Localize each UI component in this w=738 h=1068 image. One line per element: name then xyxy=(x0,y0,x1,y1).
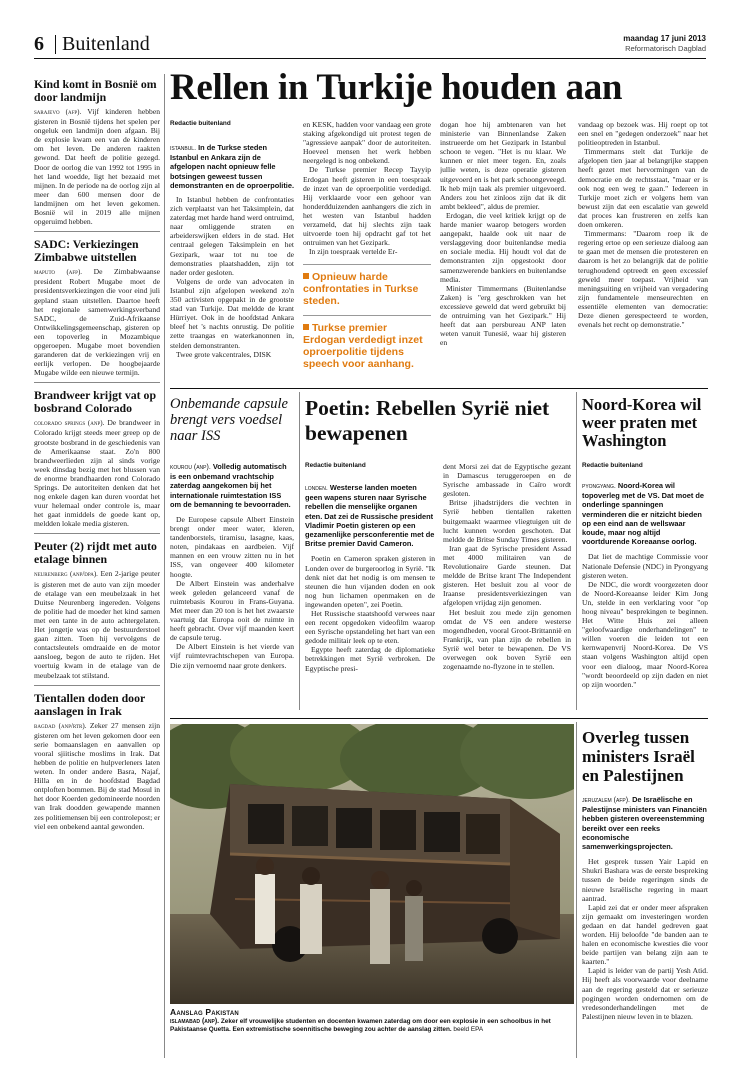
news-sidebar xyxy=(34,78,160,1058)
article-lead-text: Noord-Korea wil topoverleg met de VS. Dat moet de onderlinge spanningen verminderen die er nitzicht bieden op een eind aan de wellswaar koude, maar nog altijd voortdurende Koreaanse oorlog. xyxy=(582,481,704,547)
article-headline: Overleg tussen ministers Israël en Palestijnen xyxy=(582,728,695,785)
sidebar-divider xyxy=(34,533,160,534)
paragraph: De Turkse premier Recep Tayyip Erdogan heeft gisteren in een toespraak de inzet van de oproerpolitie verdedigd. Hij verklaarde voor een gehoor van honderdduizenden aanhangers die zich in het westen van Istanbul hadden verzameld, dat hij slechts zijn taak uitvoerde toen hij opdracht gaf tot het ontruimen van het Gezipark. xyxy=(303,165,431,248)
issue-date: maandag 17 juni 2013 xyxy=(623,34,706,43)
sidebar-column-rule xyxy=(164,74,165,1058)
sidebar-item xyxy=(34,238,160,377)
byline: Redactie buitenland xyxy=(170,120,231,127)
quote-bullet-icon xyxy=(303,273,309,279)
dateline: pyongyang. xyxy=(582,483,616,490)
newspaper-name: Reformatorisch Dagblad xyxy=(625,44,706,53)
sidebar-item-body xyxy=(34,569,160,679)
header-rule xyxy=(34,58,706,59)
header-divider xyxy=(55,35,56,54)
article-lead-text: Westerse landen moeten geen wapens sturen naar Syrische rebellen die menselijke organen eten. Dat zei de Russische president Vladimir Poetin gisteren op een gezamenlijke persconferentie met de Britse premier David Cameron. xyxy=(305,483,435,549)
byline: Redactie buitenland xyxy=(582,462,643,469)
paragraph: Dat liet de machtige Commissie voor Nationale Defensie (NDC) in Pyongyang gisteren weten. xyxy=(582,552,708,580)
caption-kicker: Aanslag Pakistan xyxy=(170,1007,239,1017)
article-body xyxy=(578,120,708,329)
paragraph: Iran gaat de Syrische president Assad met 4000 militairen van de Revolutionaire Garde steunen. Dat meldde de Britse krant The Independent gisteren. Het besluit zou al voor de Iraanse presidentsverkiezingen van afgelopen vrijdag zijn genomen. xyxy=(443,543,571,608)
article-body xyxy=(443,462,571,671)
byline: Redactie buitenland xyxy=(305,462,366,469)
paragraph: In Istanbul hebben de confrontaties zich verplaatst van het Taksimplein, dat zaterdag met harde hand werd ontruimd, naar omliggende straten en arbeiderswijken elders in de stad. Het centraal gelegen Taksimplein en het Gezipark, waar tot nu toe de demonstraties plaatshadden, zijn tot nader order gesloten. xyxy=(170,195,294,277)
sidebar-item-body xyxy=(34,721,160,831)
pull-quote-text: Opnieuw harde confrontaties in Turkse steden. xyxy=(303,271,419,308)
column-rule xyxy=(576,392,577,710)
sidebar-item-title: Peuter (2) rijdt met auto etalage binnen xyxy=(34,539,157,567)
dateline: colorado springs (anp). xyxy=(34,419,105,428)
dateline: neurenberg (anp/dpa). xyxy=(34,570,98,579)
article-body xyxy=(170,195,294,359)
sidebar-item xyxy=(34,540,160,679)
dateline: sarajevo (afp). xyxy=(34,108,82,116)
sidebar-divider xyxy=(34,685,160,686)
article-lead xyxy=(170,462,294,509)
paragraph: dent Morsi zei dat de Egyptische gezant in Damascus teruggeroepen en de Syrische ambassade in Caïro wordt gesloten. xyxy=(443,462,571,499)
article-body xyxy=(303,120,431,256)
paragraph: De Albert Einstein was anderhalve week geleden gelanceerd vanaf de ruimtebasis Kourou in Frans-Guyana. Met meer dan 20 ton is het het zwaarste vaartuig dat Europa ooit de ruimte in heeft gebracht. Over vijf maanden keert de capsule terug. xyxy=(170,578,294,643)
pull-quote xyxy=(303,264,431,307)
paragraph: De NDC, die wordt voorgezeten door de Noord-Koreaanse leider Kim Jong Un, stelde in een verklaring voor "op hoog niveau" besprekingen te beginnen. Het Witte Huis zei alleen "geloofwaardige onderhandelingen" te willen voeren die leiden tot een kernwapenvrij Noord-Korea. De VS staan volgens Washington altijd open voor een dialoog, maar Noord-Korea "wordt beoordeeld op zijn daden en niet op zijn woorden." xyxy=(582,579,708,689)
article-lead xyxy=(582,481,708,546)
paragraph: De Europese capsule Albert Einstein brengt onder meer water, kleren, tandenborstels, tiramisu, lasagne, kaas, noten, pindakaas en aardbeien. Vijf mannen en een vrouw zitten nu in het ISS, van ongeveer 400 kilometer hoogte. xyxy=(170,515,294,579)
paragraph: dogan hoe hij ambtenaren van het ministerie van Binnenlandse Zaken instrueerde om het Gezipark in Istanbul schoon te vegen. "Het is nu klaar. We kunnen er niet meer tegen. En, zoals jullie weten, is deze operatie gisteren uitgevoerd en is het park schoongeveegd. Ik heb mijn taak als premier uitgevoerd. Anders zou het zinloos zijn dat ik dit ambt bekleed", aldus de premier. xyxy=(440,120,566,211)
paragraph: Poetin en Cameron spraken gisteren in Londen over de burgeroorlog in Syrië. "Ik denk niet dat het nodig is om mensen te steunen die hun vijanden doden en ook nog hun lichamen openmaken en de ingewanden opeten", zei Poetin. xyxy=(305,554,435,609)
israel-article xyxy=(582,728,708,1058)
sidebar-item xyxy=(34,78,160,226)
article-body xyxy=(305,554,435,672)
paragraph: Volgens de orde van advocaten in Istanbul zijn afgelopen weekend zo'n 350 activisten opgepakt in de grootste stad van Turkije. Dat meldde de krant Hürriyet. Ook in de hoofdstad Ankara bleef het 's nachts onrustig. De politie zette traangas en waterkanonnen in, stelden demonstranten. xyxy=(170,276,294,350)
sidebar-item-text: De brandweer in Colorado krijgt steeds meer greep op de grootste bosbrand in de geschiedenis van de Amerikaanse staat. Zo'n 800 brandweerlieden zijn al sinds vorige week dinsdag bezig met het blussen van de enorme brandhaarden rond Colorado Springs. De autoriteiten denken dat het nog enkele dagen kan duren voordat het vuur helemaal onder controle is, maar het gaat inmiddels de goede kant op, meldden lokale media gisteren. xyxy=(34,418,160,529)
article-headline: Noord-Korea wil weer praten met Washington xyxy=(582,396,702,450)
paragraph: Het gesprek tussen Yair Lapid en Shukri Bashara was de eerste bespreking tussen de beide regeringen sinds de nieuwe Israëlische regering in maart aantrad. xyxy=(582,857,708,903)
pull-quote-text: Turkse premier Erdogan verdedigt inzet oproerpolitie tijdens speech voor aanhang. xyxy=(303,322,423,371)
dateline: jeruzalem (afp). xyxy=(582,797,631,804)
paragraph: vandaag op bezoek was. Hij roept op tot een snel en "gedegen onderzoek" naar het politieoptreden in Istanbul. xyxy=(578,120,708,148)
sidebar-item-text: Vijf kinderen hebben gisteren in Bosnië tijdens het spelen per ongeluk een landmijn doen afgaan. Bij de explosie kwam een van de kinderen om het leven. De anderen raakten gewond. Dat heeft de politie gezegd. Door de oorlog die van 1992 tot 1995 in het land woedde, ligt het bezaaid met mijnen. In de periode na de oorlog zijn al meer dan 600 mensen door de landmijnen om het leven gekomen. Bosnië wil in 2019 alle mijnen opgeruimd hebben. xyxy=(34,107,160,227)
page-number: 6 xyxy=(34,33,44,55)
article-body xyxy=(582,857,708,1021)
section-rule xyxy=(170,718,708,719)
article-lead xyxy=(582,795,708,851)
caption-text xyxy=(170,1018,574,1034)
article-lead-text: De Israëlische en Palestijnse ministers van Financiën hebben gisteren overeenstemming bereikt over een reeks economische samenwerkingsprojecten. xyxy=(582,795,707,852)
column-rule xyxy=(576,722,577,1058)
article-body xyxy=(582,552,708,688)
main-article-col2 xyxy=(303,120,431,382)
sidebar-item xyxy=(34,389,160,528)
paragraph: Egypte heeft zaterdag de diplomatieke betrekkingen met Syrië verbroken. De Egyptische presi- xyxy=(305,645,435,673)
quote-bullet-icon xyxy=(303,324,309,330)
main-article-col1 xyxy=(170,120,294,382)
dateline: istanbul. xyxy=(170,145,197,152)
dateline: kourou (anp). xyxy=(170,464,211,471)
paragraph: Timmermans stelt dat Turkije de afgelopen tien jaar al belangrijke stappen heeft gezet met hervormingen van de democratie en de rechtsstaat, "maar er is ook nog een weg te gaan." Iedereen in Turkije moet zich er volgens hem van bewust zijn dat een escalatie van geweld dat proces kan frustreren en zelfs kan doen omkeren. xyxy=(578,147,708,230)
paragraph: en KESK, hadden voor vandaag een grote staking afgekondigd uit protest tegen de "agressieve aanpak" door de autoriteiten. Hoeveel mensen het werk hebben neergelegd is nog onbekend. xyxy=(303,120,431,166)
photo-credit: beeld EPA xyxy=(453,1026,484,1033)
sidebar-item-body xyxy=(34,107,160,226)
dateline: bagdad (anp/rtr). xyxy=(34,721,87,730)
space-article xyxy=(170,396,294,711)
caption-body: Zeker elf vrouwelijke studenten en docenten kwamen zaterdag om door een explosie in een schoolbus in het Pakistaanse Quetta. Een extremistische soennitische beweging zou achter de aanslag zitten. xyxy=(170,1018,551,1033)
dateline: islamabad (anp). xyxy=(170,1018,220,1025)
paragraph: Lapid zei dat er onder meer afspraken zijn gemaakt om investeringen worden gedaan en dat handel gedreven gaat worden. Hij beloofde "de banden aan te halen en economische kwesties die voor beide partijen van belang zijn aan te kaarten." xyxy=(582,902,708,967)
sidebar-item xyxy=(34,692,160,831)
paragraph: Twee grote vakcentrales, DISK xyxy=(176,349,272,359)
sidebar-item-title: Brandweer krijgt vat op bosbrand Colorado xyxy=(34,388,157,416)
article-body xyxy=(170,515,294,670)
sidebar-item-title: Tientallen doden door aanslagen in Irak xyxy=(34,690,146,718)
syria-article-col2 xyxy=(443,462,571,712)
dateline: maputo (afp). xyxy=(34,268,83,277)
section-title: Buitenland xyxy=(62,33,150,55)
sidebar-divider xyxy=(34,231,160,232)
article-lead xyxy=(170,143,294,190)
paragraph: Lapid is leider van de partij Yesh Atid. Hij heeft als voorwaarde voor deelname aan de regering gesteld dat er serieuze pogingen worden ondernomen om de vredesonderhandelingen met de Palestijnen nieuw leven in te blazen. xyxy=(582,966,708,1021)
article-headline: Onbemande capsule brengt vers voedsel naar ISS xyxy=(170,396,288,444)
paragraph: Erdogan, die veel kritiek krijgt op de harde manier waarop betogers worden aangepakt, haalde ook uit naar de verslaggeving door buitenlandse media en sociale media. Hij houdt vol dat de demonstranten zijn opgestookt door samenzwerende bankiers en buitenlandse media. xyxy=(440,210,566,284)
photo-caption xyxy=(170,1007,574,1063)
article-body xyxy=(440,120,566,347)
column-rule xyxy=(299,392,300,710)
main-headline: Rellen in Turkije houden aan xyxy=(170,67,623,108)
paragraph: In zijn toespraak vertelde Er- xyxy=(309,247,398,257)
news-photo xyxy=(170,724,574,1004)
paragraph: Britse jihadstrijders die vechten in Syrië hebben tientallen raketten buitgemaakt waarmee vliegtuigen uit de lucht kunnen worden geschoten. Dat meldde de Britse Sunday Times gisteren. xyxy=(443,498,571,544)
sidebar-item-body xyxy=(34,267,160,377)
syria-article-col1 xyxy=(305,462,435,712)
sidebar-item-body xyxy=(34,418,160,528)
main-article-col3 xyxy=(440,120,566,382)
page-header xyxy=(0,0,738,60)
sidebar-divider xyxy=(34,382,160,383)
paragraph: Timmermans: "Daarom roep ik de regering ertoe op een serieuze dialoog aan te gaan met de mensen die protesteren en daarom is het zo belangrijk dat de politie terughoudend optreedt en geen excessief geweld meer toepast. Vrijheid van meningsuiting en vrijheid van vergadering zijn fundamentele menseurechten en essentiële elementen van democratie: Deze dienen gerespecteerd te worden, evenals het recht op demonstratie." xyxy=(578,229,708,330)
paragraph: Minister Timmermans (Buitenlandse Zaken) is "erg geschrokken van het excessieve geweld dat werd gebruikt bij de ontruiming van het Gezipark." Hij heeft dat aan persbureau ANP laten weten vanuit Tunesië, waar hij gisteren en xyxy=(440,283,566,348)
sidebar-item-text: De Zimbabwaanse president Robert Mugabe moet de presidentsverkiezingen die voor eind juli gepland staan uitstellen. Daartoe heeft het regionale samenwerkingsverband SADC, de Zuid-Afrikaanse Ontwikkelingsgemeenschap, gisteren op een topoverleg in Mozambique opgeroepen. Mugabe moet bovendien garanderen dat de verkiezingen vrij en eerlijk verlopen. De hoogbejaarde Mugabe wilde een nieuwe termijn. xyxy=(34,267,160,378)
sidebar-item-title: SADC: Verkiezingen Zimbabwe uitstellen xyxy=(34,237,139,265)
article-lead-text: Volledig automatisch is een onbemand vrachtschip zaterdag aangekomen bij het internationale ruimtestation ISS om de bemanning te bevoorraden. xyxy=(170,462,291,509)
main-article-col4 xyxy=(578,120,708,382)
pull-quote xyxy=(303,315,431,370)
sidebar-item-title: Kind komt in Bosnië om door landmijn xyxy=(34,78,157,104)
dateline: londen. xyxy=(305,485,328,492)
syria-headline: Poetin: Rebellen Syrië niet bewapenen xyxy=(305,396,550,445)
article-lead xyxy=(305,483,435,548)
paragraph: Het Russische staatshoofd verwees naar een recent opgedoken videofilm waarop een Syrische opstandeling het hart van een gedode militair leek op te eten. xyxy=(305,608,435,646)
article-lead-text: In de Turkse steden Istanbul en Ankara zijn de afgelopen nacht opnieuw felle botsingen geweest tussen demonstranten en de oproerpolitie. xyxy=(170,143,294,190)
paragraph: Het besluit zou mede zijn genomen omdat de VS een andere westerse mogendheden, vooral Groot-Brittannië en Frankrijk, van plan zijn de rebellen in Syrië wel beter te bewapenen. De VS overwegen ook boven Syrië een zogenaamde no-flyzone in te stellen. xyxy=(443,607,571,672)
sidebar-item-text: Een 2-jarige peuter is gisteren met de auto van zijn moeder de etalage van een meubelzaak in het Duitse Neurenberg ingereden. Volgens de politie had de moeder het kind samen met een tante in de auto achtergelaten. Het jongetje was op de bestuurderstoel gaan zitten. Toen hij vervolgens de contactsleutels omdraaide en de motor aansloeg, begon de auto te rijden. Het voertuig kwam in de etalage van de meubelzaak tot stilstand. xyxy=(34,569,160,680)
section-rule xyxy=(170,388,708,389)
burned-bus-photo xyxy=(170,724,574,1004)
paragraph: De Albert Einstein is het vierde van vijf ruimtevrachtschepen van Europa. Die zijn vernoemd naar grote denkers. xyxy=(170,642,294,670)
sidebar-item-text: Zeker 27 mensen zijn gisteren om het leven gekomen door een serie bomaanslagen en aanvallen op vooral sjiitische moslims in Irak. Dat hebben de politie en hulpverleners laten weten. In onder andere Basra, Najaf, Hilla en in de hoofdstad Bagdad ontploften bommen. Bij de stad Mosul in het door Koerden gedomineerde noorden van Irak doodden gewapende mannen zes politiemensen bij een controlepost; er viel een onbekend aantal gewonden. xyxy=(34,720,160,831)
korea-article xyxy=(582,396,708,711)
